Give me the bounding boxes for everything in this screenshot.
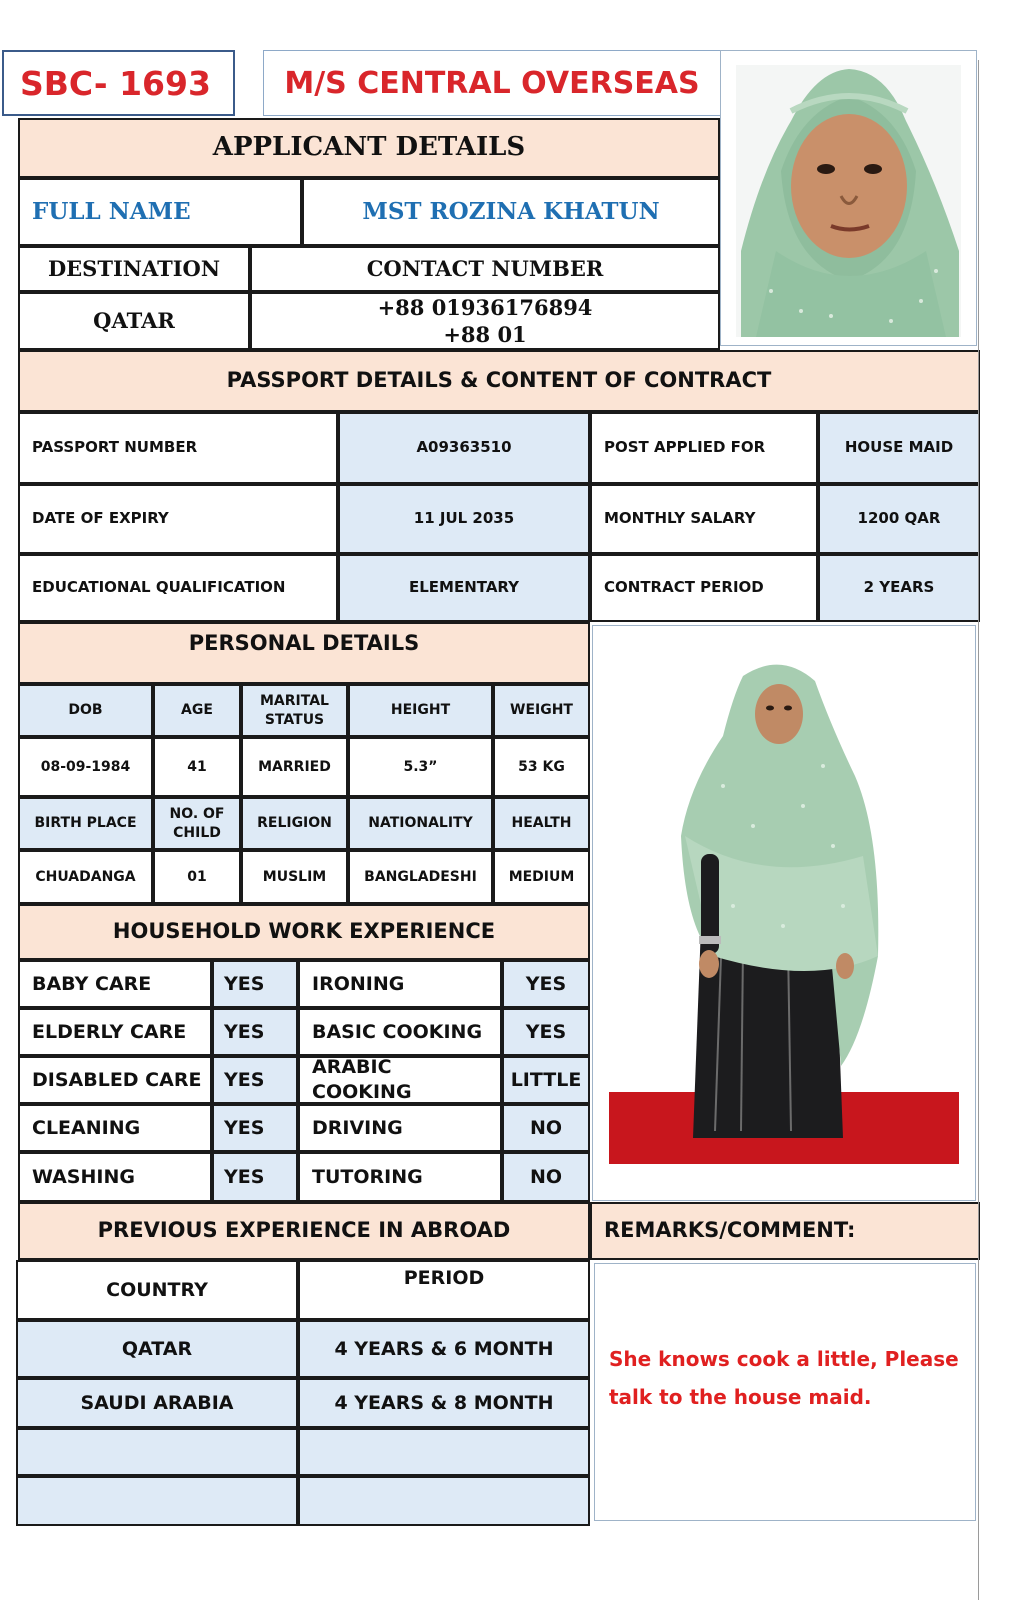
abroad-country: [16, 1428, 298, 1476]
expiry-date-label: DATE OF EXPIRY: [18, 484, 338, 554]
applicant-section-title: APPLICANT DETAILS: [18, 118, 720, 178]
portrait-photo-frame: [720, 50, 977, 346]
household-task-answer: NO: [502, 1104, 590, 1152]
period-header: PERIOD: [298, 1260, 590, 1320]
household-task: TUTORING: [298, 1152, 502, 1202]
abroad-period: 4 YEARS & 6 MONTH: [298, 1320, 590, 1378]
expiry-date-value: 11 JUL 2035: [338, 484, 590, 554]
household-task: ARABIC COOKING: [298, 1056, 502, 1104]
passport-section-title: PASSPORT DETAILS & CONTENT OF CONTRACT: [18, 350, 980, 412]
destination-value: QATAR: [18, 292, 250, 350]
remarks-line-1: She knows cook a little, Please: [609, 1347, 959, 1371]
children-header: NO. OF CHILD: [153, 797, 241, 850]
birth-place-value: CHUADANGA: [18, 850, 153, 904]
nationality-value: BANGLADESHI: [348, 850, 493, 904]
household-section-title: HOUSEHOLD WORK EXPERIENCE: [18, 904, 590, 960]
birth-place-header: BIRTH PLACE: [18, 797, 153, 850]
contract-period-value: 2 YEARS: [818, 554, 980, 622]
height-value: 5.3”: [348, 737, 493, 797]
household-task-answer: YES: [212, 1104, 298, 1152]
household-task: DRIVING: [298, 1104, 502, 1152]
abroad-country: SAUDI ARABIA: [16, 1378, 298, 1428]
height-header: HEIGHT: [348, 684, 493, 737]
marital-status-header: MARITAL STATUS: [241, 684, 348, 737]
remarks-line-2: talk to the house maid.: [609, 1385, 872, 1409]
abroad-section-title: PREVIOUS EXPERIENCE IN ABROAD: [18, 1202, 590, 1260]
household-task-answer: NO: [502, 1152, 590, 1202]
full-name-label: FULL NAME: [18, 178, 302, 246]
weight-value: 53 KG: [493, 737, 590, 797]
household-task: BABY CARE: [18, 960, 212, 1008]
application-code: SBC- 1693: [20, 63, 211, 103]
contact-number-label: CONTACT NUMBER: [250, 246, 720, 292]
portrait-photo: [721, 51, 976, 345]
religion-value: MUSLIM: [241, 850, 348, 904]
abroad-country: [16, 1476, 298, 1526]
monthly-salary-value: 1200 QAR: [818, 484, 980, 554]
post-applied-value: HOUSE MAID: [818, 412, 980, 484]
household-task-answer: YES: [212, 960, 298, 1008]
children-value: 01: [153, 850, 241, 904]
marital-status-value: MARRIED: [241, 737, 348, 797]
contact-number-1: +88 01936176894: [377, 294, 593, 320]
contact-number-2: +88 01: [443, 322, 527, 347]
abroad-period: [298, 1476, 590, 1526]
abroad-period: [298, 1428, 590, 1476]
abroad-period: 4 YEARS & 8 MONTH: [298, 1378, 590, 1428]
household-task: CLEANING: [18, 1104, 212, 1152]
religion-header: RELIGION: [241, 797, 348, 850]
monthly-salary-label: MONTHLY SALARY: [590, 484, 818, 554]
household-task-answer: YES: [212, 1056, 298, 1104]
weight-header: WEIGHT: [493, 684, 590, 737]
code-box: [2, 50, 235, 116]
household-task: IRONING: [298, 960, 502, 1008]
page-edge: [978, 60, 979, 1600]
age-header: AGE: [153, 684, 241, 737]
abroad-country: QATAR: [16, 1320, 298, 1378]
household-task-answer: LITTLE: [502, 1056, 590, 1104]
household-task: ELDERLY CARE: [18, 1008, 212, 1056]
agency-name: M/S CENTRAL OVERSEAS: [284, 65, 700, 101]
health-header: HEALTH: [493, 797, 590, 850]
passport-number-value: A09363510: [338, 412, 590, 484]
household-task: DISABLED CARE: [18, 1056, 212, 1104]
remarks-box: [594, 1263, 976, 1521]
agency-box: [263, 50, 721, 116]
dob-value: 08-09-1984: [18, 737, 153, 797]
health-value: MEDIUM: [493, 850, 590, 904]
destination-label: DESTINATION: [18, 246, 250, 292]
household-task: WASHING: [18, 1152, 212, 1202]
post-applied-label: POST APPLIED FOR: [590, 412, 818, 484]
household-task-answer: YES: [502, 960, 590, 1008]
education-value: ELEMENTARY: [338, 554, 590, 622]
full-name-value: MST ROZINA KHATUN: [302, 178, 720, 246]
household-task-answer: YES: [212, 1008, 298, 1056]
passport-number-label: PASSPORT NUMBER: [18, 412, 338, 484]
contact-number-value: [250, 292, 720, 350]
household-task-answer: YES: [212, 1152, 298, 1202]
country-header: COUNTRY: [16, 1260, 298, 1320]
full-body-photo-frame: [592, 625, 976, 1201]
education-label: EDUCATIONAL QUALIFICATION: [18, 554, 338, 622]
remarks-label: REMARKS/COMMENT:: [590, 1202, 980, 1260]
household-task: BASIC COOKING: [298, 1008, 502, 1056]
contract-period-label: CONTRACT PERIOD: [590, 554, 818, 622]
nationality-header: NATIONALITY: [348, 797, 493, 850]
household-task-answer: YES: [502, 1008, 590, 1056]
age-value: 41: [153, 737, 241, 797]
full-body-photo: [593, 626, 975, 1200]
personal-section-title: PERSONAL DETAILS: [18, 622, 590, 684]
dob-header: DOB: [18, 684, 153, 737]
